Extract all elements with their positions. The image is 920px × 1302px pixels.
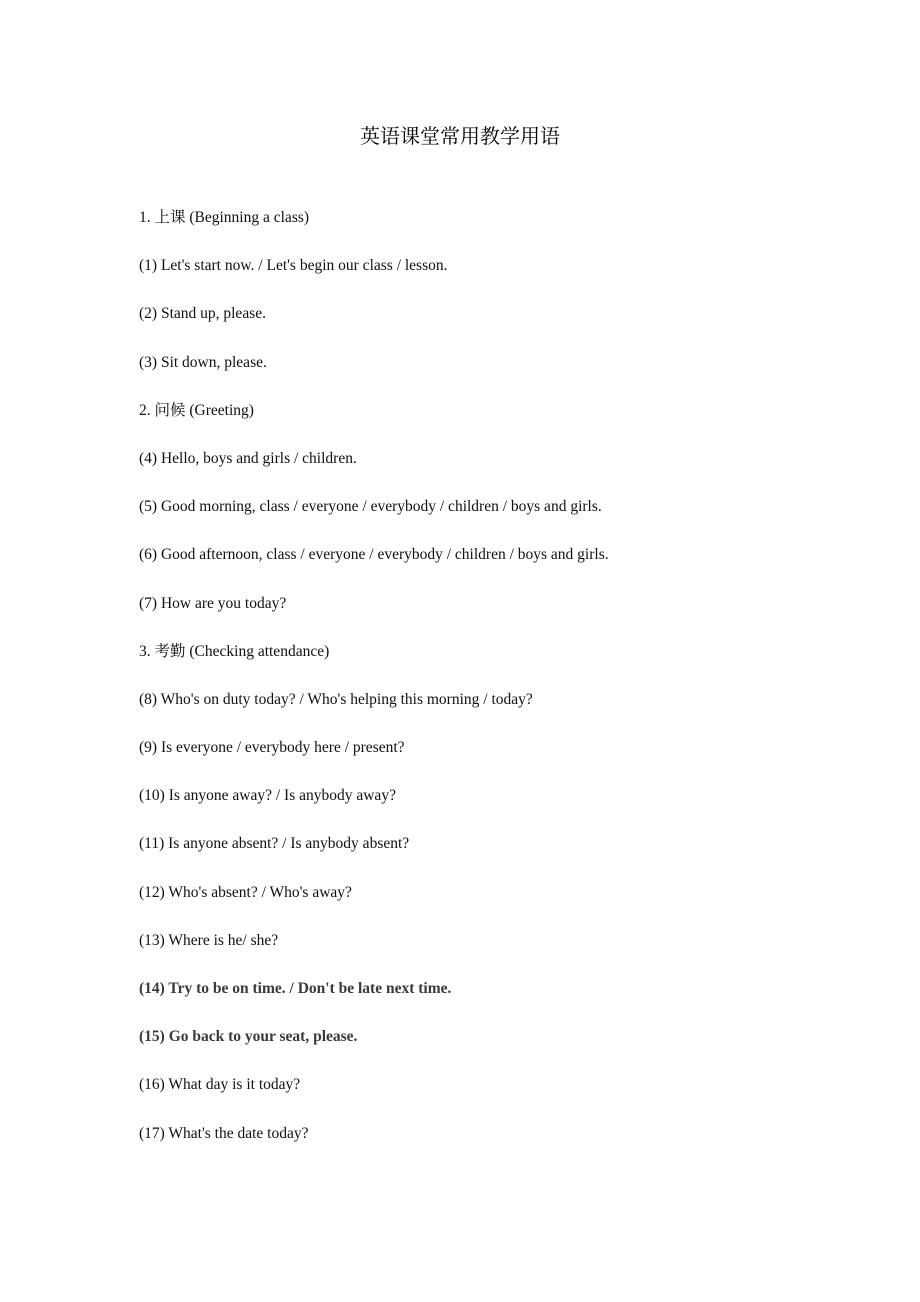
phrase-line: (6) Good afternoon, class / everyone / everybody / children / boys and girls. [139,546,609,564]
phrase-line: (9) Is everyone / everybody here / present? [139,739,405,757]
section-heading: 2. 问候 (Greeting) [139,401,254,419]
phrase-line: (8) Who's on duty today? / Who's helping this morning / today? [139,690,533,708]
page-title: 英语课堂常用教学用语 [360,124,560,148]
phrase-line: (16) What day is it today? [139,1076,301,1094]
phrase-line-bold: (15) Go back to your seat, please. [139,1028,358,1046]
phrase-line: (12) Who's absent? / Who's away? [139,883,352,901]
phrase-list [139,205,859,1169]
phrase-line: (7) How are you today? [139,594,287,612]
section-heading: 1. 上课 (Beginning a class) [139,209,310,226]
phrase-line: (3) Sit down, please. [139,353,267,371]
phrase-line: (13) Where is he/ she? [139,931,279,949]
phrase-line: (17) What's the date today? [139,1124,309,1142]
section-heading: 3. 考勤 (Checking attendance) [139,642,330,660]
phrase-line: (11) Is anyone absent? / Is anybody absent? [139,835,410,853]
phrase-line-bold: (14) Try to be on time. / Don't be late next time. [139,980,452,997]
phrase-line: (4) Hello, boys and girls / children. [139,449,357,467]
phrase-line: (2) Stand up, please. [139,305,266,323]
phrase-line: (1) Let's start now. / Let's begin our class / lesson. [139,257,448,275]
phrase-line: (10) Is anyone away? / Is anybody away? [139,787,396,805]
phrase-line: (5) Good morning, class / everyone / everybody / children / boys and girls. [139,498,602,516]
